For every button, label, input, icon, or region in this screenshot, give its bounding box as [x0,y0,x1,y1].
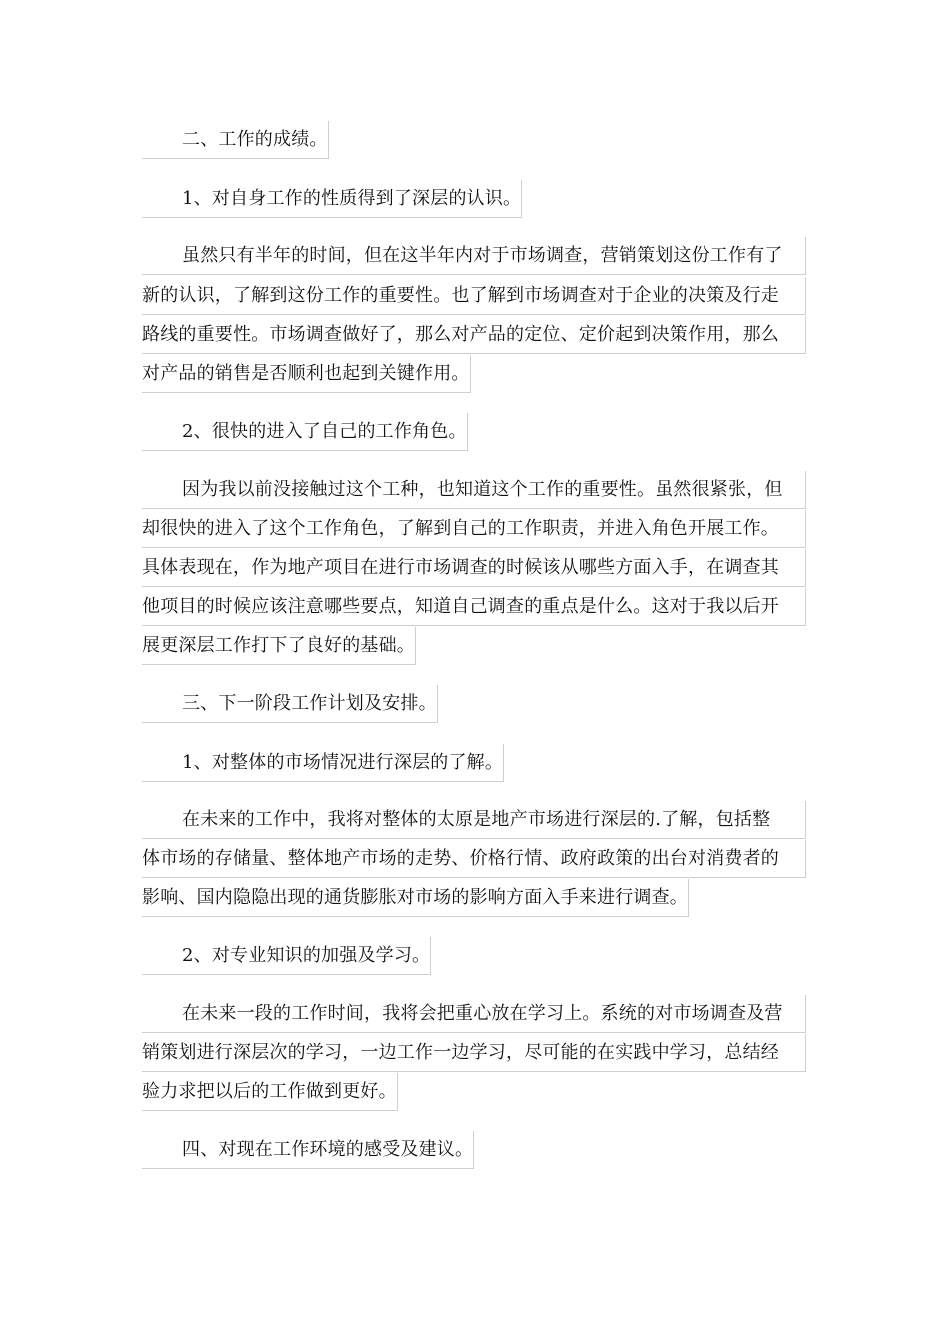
section-heading-3: 三、下一阶段工作计划及安排。 [142,685,438,723]
section-heading-4: 四、对现在工作环境的感受及建议。 [142,1131,474,1169]
paragraph-line: 因为我以前没接触过这个工种，也知道这个工作的重要性。虽然很紧张，但 [142,471,806,509]
paragraph-line: 体市场的存储量、整体地产市场的走势、价格行情、政府政策的出台对消费者的 [142,840,806,878]
paragraph-line: 具体表现在，作为地产项目在进行市场调查的时候该从哪些方面入手，在调查其 [142,549,806,587]
paragraph-line: 却很快的进入了这个工作角色，了解到自己的工作职责，并进入角色开展工作。 [142,510,806,548]
paragraph-line: 虽然只有半年的时间，但在这半年内对于市场调查，营销策划这份工作有了 [142,237,806,275]
paragraph-line: 路线的重要性。市场调查做好了，那么对产品的定位、定价起到决策作用，那么 [142,316,806,354]
subheading-3-1: 1、对整体的市场情况进行深层的了解。 [142,744,504,782]
paragraph-line: 展更深层工作打下了良好的基础。 [142,627,416,665]
section-heading-2: 二、工作的成绩。 [142,121,329,159]
paragraph-line: 验力求把以后的工作做到更好。 [142,1073,398,1111]
paragraph-line: 在未来的工作中，我将对整体的太原是地产市场进行深层的.了解，包括整 [142,801,806,839]
paragraph-line: 销策划进行深层次的学习，一边工作一边学习，尽可能的在实践中学习，总结经 [142,1034,806,1072]
subheading-2-1: 1、对自身工作的性质得到了深层的认识。 [142,180,522,218]
paragraph-line: 对产品的销售是否顺利也起到关键作用。 [142,355,471,393]
paragraph-line: 影响、国内隐隐出现的通货膨胀对市场的影响方面入手来进行调查。 [142,879,689,917]
paragraph-line: 新的认识，了解到这份工作的重要性。也了解到市场调查对于企业的决策及行走 [142,277,806,315]
paragraph-line: 他项目的时候应该注意哪些要点，知道自己调查的重点是什么。这对于我以后开 [142,588,806,626]
subheading-2-2: 2、很快的进入了自己的工作角色。 [142,413,468,451]
subheading-3-2: 2、对专业知识的加强及学习。 [142,937,431,975]
paragraph-line: 在未来一段的工作时间，我将会把重心放在学习上。系统的对市场调查及营 [142,995,806,1033]
